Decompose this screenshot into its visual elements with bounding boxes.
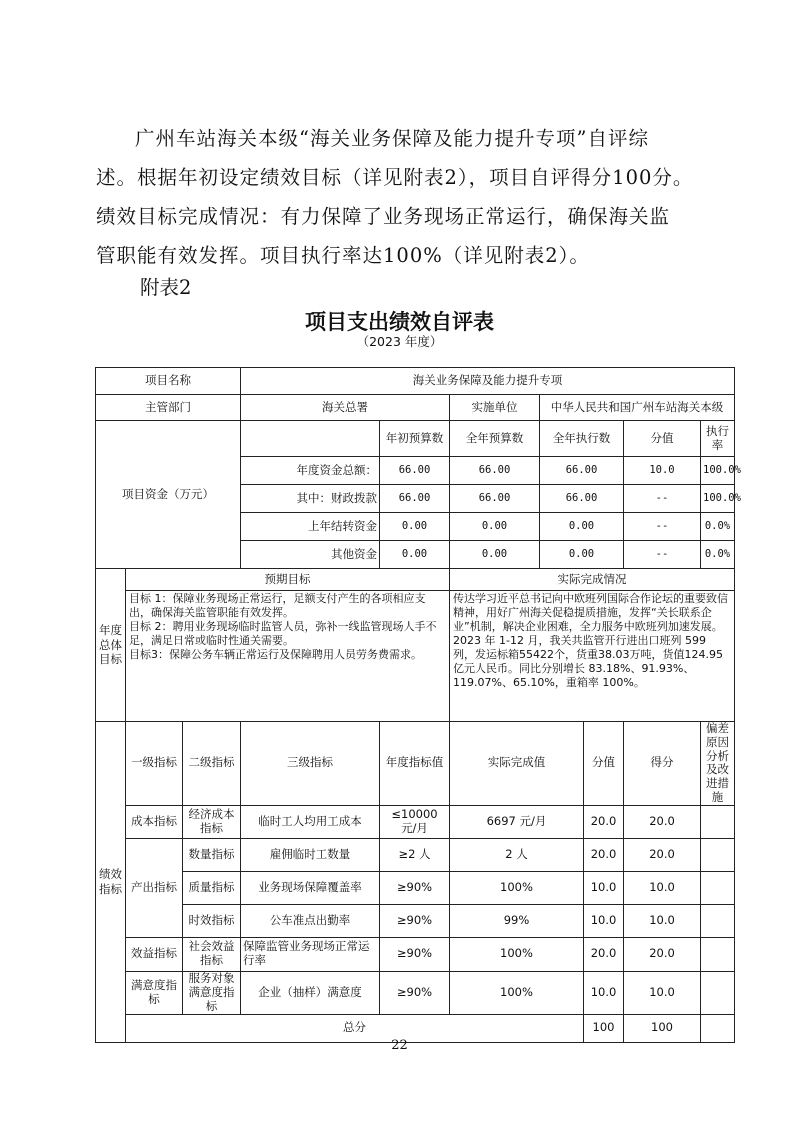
funds-cell: 0.00 bbox=[450, 513, 540, 541]
table-year: （2023 年度） bbox=[356, 334, 443, 349]
actual-cell: 2 人 bbox=[450, 838, 584, 871]
deviation-cell bbox=[701, 871, 735, 904]
weight-cell: 20.0 bbox=[584, 937, 624, 971]
level1-cell: 成本指标 bbox=[126, 805, 183, 838]
performance-table bbox=[95, 367, 741, 1043]
level3-cell: 临时工人均用工成本 bbox=[241, 805, 380, 838]
expected-goal-item: 目标 1：保障业务现场正常运行，足额支付产生的各项相应支出，确保海关监管职能有效发挥。 bbox=[129, 592, 426, 620]
table-row bbox=[96, 368, 735, 395]
actual-cell: 100% bbox=[450, 937, 584, 971]
ind-header: 实际完成值 bbox=[450, 722, 584, 806]
expected-goals bbox=[126, 591, 450, 722]
level3-cell: 企业（抽样）满意度 bbox=[241, 971, 380, 1014]
funds-cell: 10.0 bbox=[624, 457, 701, 485]
summary-line: 广州车站海关本级“海关业务保障及能力提升专项”自评综 bbox=[135, 127, 649, 150]
score-cell: 10.0 bbox=[624, 871, 701, 904]
actual-header: 实际完成情况 bbox=[450, 569, 735, 591]
funds-cell: 0.00 bbox=[450, 541, 540, 569]
funds-header: 分值 bbox=[624, 421, 701, 457]
page-number: 22 bbox=[391, 1038, 408, 1053]
funds-row-label: 其中：财政拨款 bbox=[241, 485, 380, 513]
level2-cell: 时效指标 bbox=[183, 904, 241, 937]
funds-cell: 66.00 bbox=[540, 485, 624, 513]
deviation-cell bbox=[701, 971, 735, 1014]
funds-header: 执行率 bbox=[701, 421, 735, 457]
total-score: 100 bbox=[624, 1014, 701, 1042]
impl-value: 中华人民共和国广州车站海关本级 bbox=[540, 395, 735, 421]
target-cell: ≤10000 元/月 bbox=[380, 805, 450, 838]
funds-row-label: 上年结转资金 bbox=[241, 513, 380, 541]
funds-cell: 0.00 bbox=[540, 513, 624, 541]
table-row bbox=[96, 871, 735, 904]
table-row bbox=[96, 971, 735, 1014]
impl-label: 实施单位 bbox=[450, 395, 540, 421]
level2-cell: 社会效益指标 bbox=[183, 937, 241, 971]
funds-cell: -- bbox=[624, 485, 701, 513]
goals-label: 年度总体目标 bbox=[96, 569, 126, 722]
target-cell: ≥90% bbox=[380, 904, 450, 937]
funds-cell: 100.0% bbox=[701, 457, 735, 485]
table-row bbox=[96, 838, 735, 871]
funds-cell: 66.00 bbox=[540, 457, 624, 485]
table-title: 项目支出绩效自评表 bbox=[305, 310, 494, 334]
expected-goal-item: 目标3：保障公务车辆正常运行及保障聘用人员劳务费需求。 bbox=[129, 648, 422, 662]
table-row bbox=[96, 569, 735, 591]
project-name-label: 项目名称 bbox=[96, 368, 241, 395]
score-cell: 10.0 bbox=[624, 971, 701, 1014]
funds-cell: -- bbox=[624, 513, 701, 541]
level3-cell: 保障监管业务现场正常运行率 bbox=[241, 937, 380, 971]
ind-header: 得分 bbox=[624, 722, 701, 806]
score-cell: 20.0 bbox=[624, 838, 701, 871]
table-row bbox=[96, 904, 735, 937]
funds-label: 项目资金（万元） bbox=[96, 421, 241, 569]
total-weight: 100 bbox=[584, 1014, 624, 1042]
ind-header: 二级指标 bbox=[183, 722, 241, 806]
funds-cell: 66.00 bbox=[450, 485, 540, 513]
funds-header: 年初预算数 bbox=[380, 421, 450, 457]
actual-cell: 6697 元/月 bbox=[450, 805, 584, 838]
target-cell: ≥90% bbox=[380, 971, 450, 1014]
ind-header: 偏差原因分析及改进措施 bbox=[701, 722, 735, 806]
funds-cell: 66.00 bbox=[380, 485, 450, 513]
funds-cell: 0.00 bbox=[540, 541, 624, 569]
funds-header-blank bbox=[241, 421, 380, 457]
dept-label: 主管部门 bbox=[96, 395, 241, 421]
funds-header: 全年执行数 bbox=[540, 421, 624, 457]
funds-cell: 0.0% bbox=[701, 541, 735, 569]
actual-completion bbox=[450, 591, 735, 722]
level1-cell: 效益指标 bbox=[126, 937, 183, 971]
actual-cell: 100% bbox=[450, 871, 584, 904]
summary-line: 述。根据年初设定绩效目标（详见附表2），项目自评得分100分。 bbox=[96, 166, 694, 189]
weight-cell: 10.0 bbox=[584, 904, 624, 937]
table-row bbox=[96, 395, 735, 421]
level2-cell: 质量指标 bbox=[183, 871, 241, 904]
score-cell: 10.0 bbox=[624, 904, 701, 937]
funds-row-label: 年度资金总额： bbox=[241, 457, 380, 485]
funds-cell: -- bbox=[624, 541, 701, 569]
dept-value: 海关总署 bbox=[241, 395, 450, 421]
ind-header: 一级指标 bbox=[126, 722, 183, 806]
actual-cell: 100% bbox=[450, 971, 584, 1014]
level3-cell: 雇佣临时工数量 bbox=[241, 838, 380, 871]
level2-cell: 服务对象满意度指标 bbox=[183, 971, 241, 1014]
level1-cell: 产出指标 bbox=[126, 838, 183, 937]
level2-cell: 数量指标 bbox=[183, 838, 241, 871]
level3-cell: 公车准点出勤率 bbox=[241, 904, 380, 937]
target-cell: ≥2 人 bbox=[380, 838, 450, 871]
target-cell: ≥90% bbox=[380, 937, 450, 971]
weight-cell: 10.0 bbox=[584, 971, 624, 1014]
level2-cell: 经济成本指标 bbox=[183, 805, 241, 838]
deviation-cell bbox=[701, 805, 735, 838]
score-cell: 20.0 bbox=[624, 937, 701, 971]
weight-cell: 10.0 bbox=[584, 871, 624, 904]
indicators-label: 绩效指标 bbox=[96, 722, 126, 1043]
deviation-cell bbox=[701, 904, 735, 937]
ind-header: 分值 bbox=[584, 722, 624, 806]
expected-header: 预期目标 bbox=[126, 569, 450, 591]
summary-paragraph bbox=[96, 119, 708, 275]
table-row bbox=[96, 937, 735, 971]
funds-cell: 66.00 bbox=[450, 457, 540, 485]
table-row bbox=[96, 722, 735, 806]
table-row bbox=[96, 805, 735, 838]
funds-cell: 66.00 bbox=[380, 457, 450, 485]
weight-cell: 20.0 bbox=[584, 805, 624, 838]
table-row bbox=[96, 421, 735, 457]
funds-cell: 0.00 bbox=[380, 513, 450, 541]
funds-row-label: 其他资金 bbox=[241, 541, 380, 569]
target-cell: ≥90% bbox=[380, 871, 450, 904]
funds-cell: 0.0% bbox=[701, 513, 735, 541]
weight-cell: 20.0 bbox=[584, 838, 624, 871]
actual-cell: 99% bbox=[450, 904, 584, 937]
level3-cell: 业务现场保障覆盖率 bbox=[241, 871, 380, 904]
level1-cell: 满意度指标 bbox=[126, 971, 183, 1014]
funds-header: 全年预算数 bbox=[450, 421, 540, 457]
ind-header: 年度指标值 bbox=[380, 722, 450, 806]
summary-line: 绩效目标完成情况：有力保障了业务现场正常运行，确保海关监 bbox=[96, 205, 671, 228]
table-row bbox=[96, 591, 735, 722]
deviation-cell bbox=[701, 838, 735, 871]
deviation-cell bbox=[701, 937, 735, 971]
actual-item: 传达学习近平总书记向中欧班列国际合作论坛的重要致信精神，用好广州海关促稳提质措施，发挥“关长联系企业”机制，解决企业困难，全力服务中欧班列加速发展。 bbox=[453, 592, 728, 634]
project-name: 海关业务保障及能力提升专项 bbox=[241, 368, 735, 395]
total-label: 总分 bbox=[126, 1014, 584, 1042]
actual-item: 2023 年 1-12 月，我关共监管开行进出口班列 599 列，发运标箱55422个，货重38.03万吨，货值124.95 亿元人民币。同比分别增长 83.18%、91.93%、119.07%、65.10%，重箱率 100%。 bbox=[453, 634, 723, 690]
ind-header: 三级指标 bbox=[241, 722, 380, 806]
score-cell: 20.0 bbox=[624, 805, 701, 838]
funds-cell: 0.00 bbox=[380, 541, 450, 569]
summary-line: 管职能有效发挥。项目执行率达100%（详见附表2）。 bbox=[96, 244, 590, 267]
funds-cell: 100.0% bbox=[701, 485, 735, 513]
expected-goal-item: 目标 2：聘用业务现场临时监管人员，弥补一线监管现场人手不足，满足日常或临时性通关需要。 bbox=[129, 620, 437, 648]
appendix-label: 附表2 bbox=[140, 276, 192, 299]
